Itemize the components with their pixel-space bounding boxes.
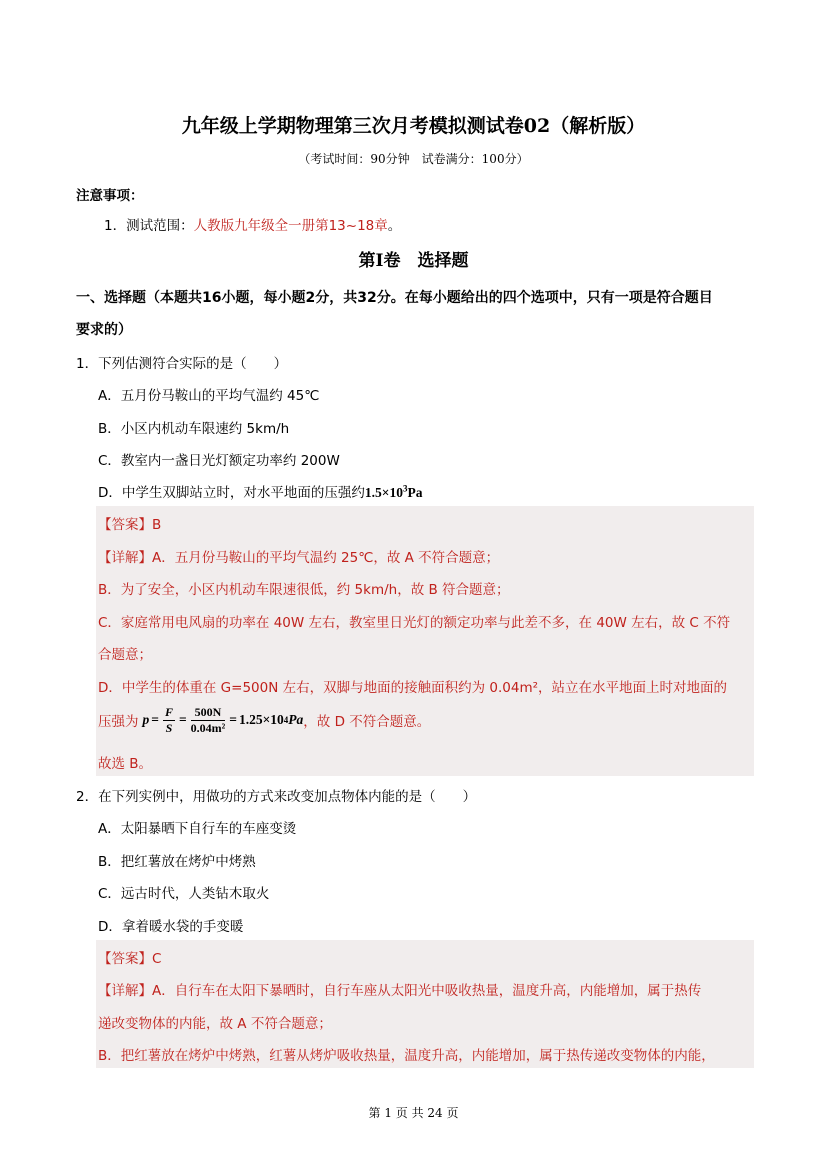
- notice-item-1: [104, 214, 401, 234]
- q1-option-b: B．小区内机动车限速约 5km/h: [98, 421, 290, 437]
- q2-option-c: C．远古时代，人类钻木取火: [98, 886, 270, 902]
- q1-detail-d-suffix: ，故 D 不符合题意。: [303, 714, 431, 730]
- formula-num-force: 500N: [191, 705, 226, 721]
- formula-result-unit: Pa: [288, 712, 304, 727]
- exam-info: （考试时间：90分钟 试卷满分：100分）: [298, 152, 529, 166]
- q1-option-d-unit: Pa: [407, 485, 423, 500]
- q1-option-d-exponent: 3: [402, 483, 408, 494]
- q2-option-a: A．太阳暴晒下自行车的车座变烫: [98, 821, 297, 837]
- q1-option-c: C．教室内一盏日光灯额定功率约 200W: [98, 453, 340, 469]
- formula-result: 1.25×10: [238, 712, 284, 727]
- q2-option-d: D．拿着暖水袋的手变暖: [98, 919, 244, 935]
- q1-stem: 1．下列估测符合实际的是（ ）: [76, 356, 288, 372]
- q2-detail-b-line1: B．把红薯放在烤炉中烤熟，红薯从烤炉吸收热量，温度升高，内能增加，属于热传递改变物体的内能，: [98, 1048, 715, 1064]
- formula-fraction-fs: [163, 705, 175, 736]
- formula-lhs: p: [142, 712, 150, 727]
- q1-detail-d-line1: D．中学生的体重在 G=500N 左右，双脚与地面的接触面积约为 0.04m²，站立在水平地面上时对地面的: [98, 680, 728, 696]
- q1-detail-a-text: A．五月份马鞍山的平均气温约 25℃，故 A 不符合题意；: [152, 550, 500, 566]
- notice-heading: 注意事项：: [76, 188, 144, 204]
- part-heading-line1: 一、选择题（本题共16小题，每小题2分，共32分。在每小题给出的四个选项中，只有一项是符合题目: [76, 290, 713, 306]
- q2-detail-tag: 【详解】: [98, 983, 152, 999]
- section-title: 第Ⅰ卷 选择题: [358, 251, 469, 271]
- q1-detail-b: B．为了安全，小区内机动车限速很低，约 5km/h，故 B 符合题意；: [98, 582, 510, 598]
- q1-detail-tag: 【详解】: [98, 550, 152, 566]
- q1-detail-c-line2: 合题意；: [98, 647, 152, 663]
- q2-stem: 2．在下列实例中，用做功的方式来改变加点物体内能的是（ ）: [76, 789, 477, 805]
- q1-option-d: [98, 481, 422, 501]
- q1-answer: 【答案】B: [98, 517, 162, 533]
- q2-option-b: B．把红薯放在烤炉中烤熟: [98, 854, 256, 870]
- q1-option-d-text: D．中学生双脚站立时，对水平地面的压强约: [98, 485, 365, 501]
- formula-fraction-values: [191, 705, 226, 736]
- notice-item-range: 人教版九年级全一册第13~18章: [193, 218, 388, 234]
- q1-detail-c-line1: C．家庭常用电风扇的功率在 40W 左右，教室里日光灯的额定功率与此差不多，在 40W 左右，故 C 不符: [98, 615, 731, 631]
- document-title: 九年级上学期物理第三次月考模拟测试卷02（解析版）: [181, 115, 646, 137]
- q1-conclusion: 故选 B。: [98, 756, 153, 772]
- formula-den-s: S: [165, 720, 173, 735]
- q1-detail-d-line2: [98, 703, 430, 737]
- part-heading-line2: 要求的）: [76, 322, 132, 338]
- formula-num-f: F: [164, 704, 173, 719]
- formula-result-exponent: 4: [283, 715, 289, 725]
- q2-detail-a-text: A．自行车在太阳下暴晒时，自行车座从太阳光中吸收热量，温度升高，内能增加，属于热传: [152, 983, 702, 999]
- q1-option-a: A．五月份马鞍山的平均气温约 45℃: [98, 388, 320, 404]
- notice-item-suffix: 。: [387, 218, 402, 234]
- q2-answer: 【答案】C: [98, 951, 162, 967]
- q2-detail-a-line2: 递改变物体的内能，故 A 不符合题意；: [98, 1016, 332, 1032]
- q1-option-d-value: 1.5×10: [364, 485, 403, 500]
- notice-item-prefix: 1．测试范围：: [104, 218, 194, 234]
- q1-detail-a: [98, 546, 499, 566]
- pressure-formula: p = $\frac{F}{S}$ = $\frac{500N}{\text{0.04m²}}$ = 1.25×10 4 Pa: [142, 704, 304, 735]
- q2-detail-a-line1: [98, 979, 701, 999]
- formula-den-area: 0.04m²: [190, 720, 226, 735]
- q1-detail-d-prefix: 压强为: [98, 714, 139, 730]
- page-footer: 第 1 页 共 24 页: [368, 1106, 459, 1120]
